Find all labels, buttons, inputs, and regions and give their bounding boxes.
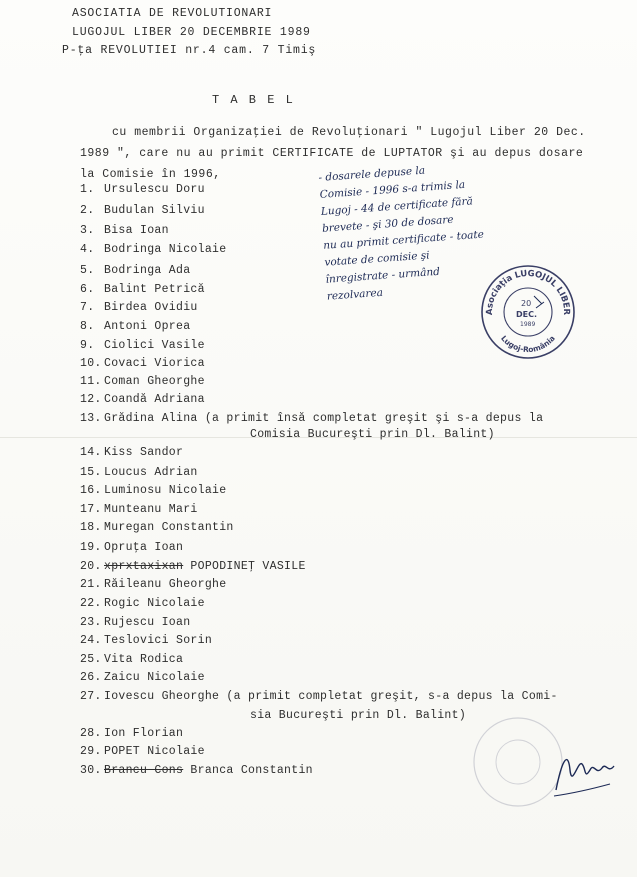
member-name: Branca Constantin — [190, 764, 313, 777]
list-item — [80, 690, 558, 706]
list-item — [80, 204, 205, 220]
list-item-number: 4. — [80, 243, 95, 256]
list-item-number: 13. — [80, 412, 102, 425]
handwritten-line: Comisie - 1996 s-a trimis la — [319, 178, 466, 201]
svg-text:Lugoj-România — [499, 334, 557, 354]
handwritten-line: Lugoj - 44 de certificate fără — [320, 195, 474, 218]
handwritten-note — [318, 149, 627, 306]
member-name: Ion Florian — [104, 727, 184, 740]
handwritten-line: înregistrate - urmând — [325, 265, 441, 286]
handwritten-line: rezolvarea — [326, 286, 384, 303]
list-item — [80, 634, 212, 650]
member-name: Rujescu Ioan — [104, 616, 191, 629]
stamp-bottom-text: Lugoj-România — [499, 333, 557, 355]
member-name: Ursulescu Doru — [104, 183, 205, 196]
list-item — [80, 283, 205, 299]
member-name: Covaci Viorica — [104, 357, 205, 370]
list-item-number: 19. — [80, 541, 102, 554]
association-stamp — [478, 262, 578, 362]
list-item — [80, 224, 169, 240]
document-title: T A B E L — [212, 93, 295, 107]
list-item-number: 26. — [80, 671, 102, 684]
list-item — [80, 578, 226, 594]
org-address: P-ţa REVOLUTIEI nr.4 cam. 7 Timiş — [62, 44, 317, 57]
member-name: Muregan Constantin — [104, 521, 234, 534]
member-name: Budulan Silviu — [104, 204, 205, 217]
member-name: Coandă Adriana — [104, 393, 205, 406]
list-item-number: 23. — [80, 616, 102, 629]
list-item-number: 12. — [80, 393, 102, 406]
entry-13-continuation: Comisia Bucureşti prin Dl. Balint) — [250, 428, 495, 441]
list-item — [80, 764, 313, 780]
handwritten-line: nu au primit certificate - toate — [322, 228, 485, 252]
stamp-year: 1989 — [520, 321, 536, 328]
list-item-number: 16. — [80, 484, 102, 497]
list-item — [80, 503, 198, 519]
list-item-number: 27. — [80, 690, 102, 703]
member-name: Bodringa Nicolaie — [104, 243, 227, 256]
list-item — [80, 653, 183, 669]
list-item — [80, 264, 190, 280]
list-item-number: 14. — [80, 446, 102, 459]
list-item — [80, 745, 205, 761]
intro-line-2: 1989 ", care nu au primit CERTIFICATE de LUPTATOR şi au depus dosare — [80, 147, 584, 160]
list-item-number: 7. — [80, 301, 95, 314]
stamp-month: DEC. — [516, 310, 538, 319]
member-name: Opruţa Ioan — [104, 541, 184, 554]
list-item — [80, 466, 198, 482]
struck-text: Brancu Cons — [104, 764, 184, 777]
member-name: POPET Nicolaie — [104, 745, 205, 758]
list-item-number: 17. — [80, 503, 102, 516]
member-name: Munteanu Mari — [104, 503, 198, 516]
member-name: Bisa Ioan — [104, 224, 169, 237]
list-item — [80, 393, 205, 409]
org-name: ASOCIATIA DE REVOLUTIONARI — [72, 7, 273, 20]
member-name: Loucus Adrian — [104, 466, 198, 479]
entry-27-continuation: sia Bucureşti prin Dl. Balint) — [250, 709, 467, 722]
list-item — [80, 320, 190, 336]
list-item-number: 29. — [80, 745, 102, 758]
list-item — [80, 446, 183, 462]
member-name: Balint Petrică — [104, 283, 205, 296]
list-item-number: 24. — [80, 634, 102, 647]
member-name: Iovescu Gheorghe (a primit completat greşit, s-a depus la Comi- — [104, 690, 558, 703]
list-item-number: 30. — [80, 764, 102, 777]
list-item — [80, 671, 205, 687]
member-name: Rogic Nicolaie — [104, 597, 205, 610]
member-name: Teslovici Sorin — [104, 634, 213, 647]
list-item — [80, 375, 205, 391]
member-name: Birdea Ovidiu — [104, 301, 198, 314]
list-item — [80, 412, 543, 428]
member-name: Grădina Alina (a primit însă completat greşit şi s-a depus la — [104, 412, 544, 425]
list-item-number: 15. — [80, 466, 102, 479]
member-name: Antoni Oprea — [104, 320, 191, 333]
list-item — [80, 560, 306, 576]
member-name: Kiss Sandor — [104, 446, 184, 459]
list-item — [80, 484, 226, 500]
org-subtitle: LUGOJUL LIBER 20 DECEMBRIE 1989 — [72, 26, 311, 39]
member-name: Răileanu Gheorghe — [104, 578, 227, 591]
list-item-number: 28. — [80, 727, 102, 740]
intro-line-1: cu membrii Organizaţiei de Revoluţionari " Lugojul Liber 20 Dec. — [112, 126, 586, 139]
list-item-number: 2. — [80, 204, 95, 217]
signature — [548, 740, 618, 800]
list-item-number: 3. — [80, 224, 95, 237]
list-item — [80, 521, 234, 537]
member-name: Vita Rodica — [104, 653, 184, 666]
struck-text: xprxtaxixan — [104, 560, 184, 573]
member-name: Luminosu Nicolaie — [104, 484, 227, 497]
handwritten-line: - dosarele depuse la — [318, 164, 426, 184]
list-item — [80, 357, 205, 373]
list-item-number: 20. — [80, 560, 102, 573]
list-item-number: 11. — [80, 375, 102, 388]
list-item — [80, 616, 190, 632]
list-item — [80, 301, 198, 317]
list-item-number: 18. — [80, 521, 102, 534]
list-item-number: 21. — [80, 578, 102, 591]
handwritten-line: brevete - şi 30 de dosare — [321, 213, 454, 235]
member-name: POPODINEŢ VASILE — [190, 560, 306, 573]
list-item-number: 9. — [80, 339, 95, 352]
list-item — [80, 597, 205, 613]
list-item-number: 25. — [80, 653, 102, 666]
list-item — [80, 243, 226, 259]
stamp-outer-text: Asociaţia LUGOJUL LIBER — [484, 268, 572, 316]
list-item-number: 8. — [80, 320, 95, 333]
member-name: Bodringa Ada — [104, 264, 191, 277]
member-name: Zaicu Nicolaie — [104, 671, 205, 684]
handwritten-line: votate de comisie şi — [324, 249, 430, 269]
list-item-number: 10. — [80, 357, 102, 370]
stamp-day: 20 — [521, 299, 532, 308]
list-item — [80, 183, 205, 199]
list-item — [80, 541, 183, 557]
list-item-number: 1. — [80, 183, 95, 196]
list-item — [80, 727, 183, 743]
intro-line-3: la Comisie în 1996, — [80, 168, 221, 181]
list-item-number: 22. — [80, 597, 102, 610]
member-name: Coman Gheorghe — [104, 375, 205, 388]
list-item-number: 5. — [80, 264, 95, 277]
member-name: Ciolici Vasile — [104, 339, 205, 352]
list-item — [80, 339, 205, 355]
list-item-number: 6. — [80, 283, 95, 296]
svg-text:Asociaţia LUGOJUL LIBER — [485, 269, 571, 316]
